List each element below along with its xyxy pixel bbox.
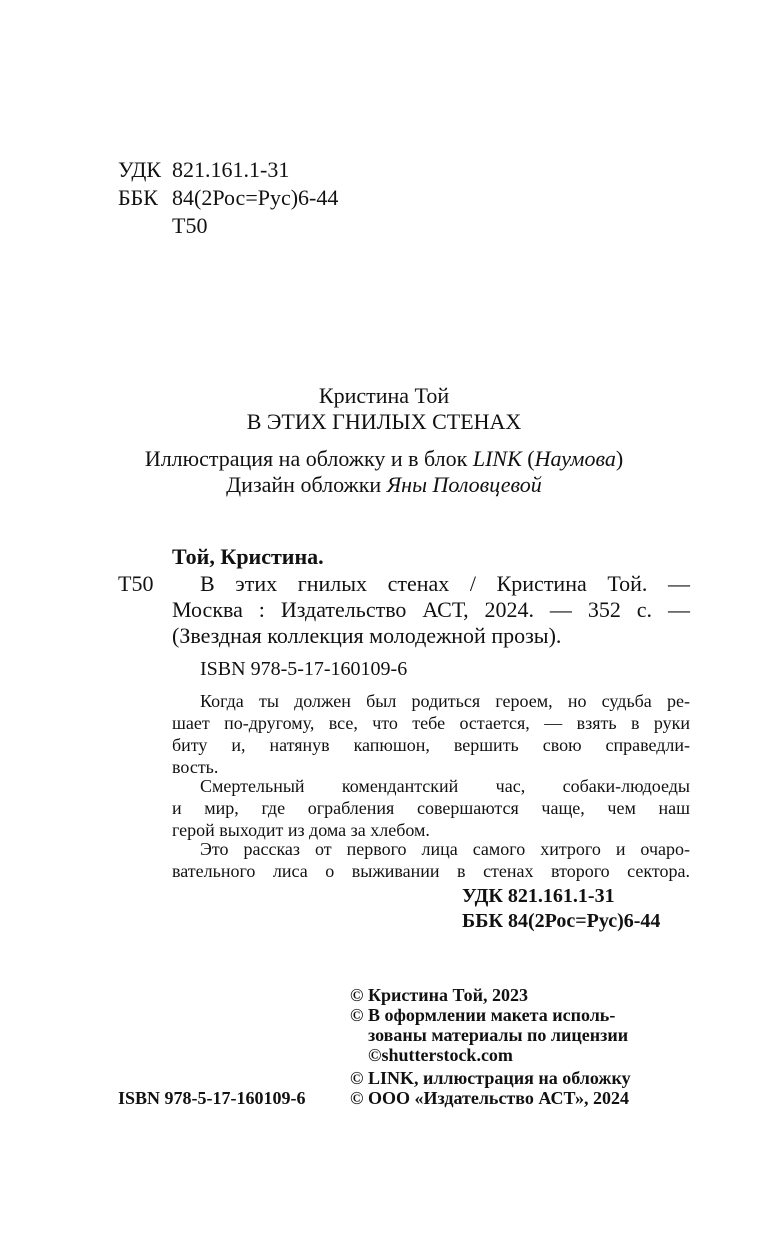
book-title: В ЭТИХ ГНИЛЫХ СТЕНАХ: [246, 409, 522, 434]
illustration-credit: [0, 446, 768, 472]
annotation-bbk: ББК 84(2Рос=Рус)6-44: [462, 910, 661, 932]
annotation-line: биту и, натянув капюшон, вершить свою справедли-: [172, 735, 690, 755]
udk-value: 821.161.1-31: [172, 157, 290, 182]
bbk-value: 84(2Рос=Рус)6-44: [172, 185, 339, 210]
bbk-line: [118, 185, 339, 211]
annotation-line: и мир, где ограбления совершаются чаще, чем наш: [172, 798, 690, 818]
annotation-line: вательного лиса о выживании в стенах второго сектора.: [172, 861, 690, 881]
bib-line-1: В этих гнилых стенах / Кристина Той. —: [200, 571, 690, 596]
bib-mark: Т50: [118, 571, 154, 596]
annotation-line: Это рассказ от первого лица самого хитрого и очаро-: [200, 839, 690, 859]
bib-heading: Той, Кристина.: [172, 544, 324, 569]
bib-isbn: ISBN 978-5-17-160109-6: [200, 658, 408, 680]
annotation-line: шает по-другому, все, что тебе остается, — взять в руки: [172, 713, 690, 733]
illustrator-name-open: (: [521, 446, 535, 471]
annotation-line: герой выходит из дома за хлебом.: [172, 820, 430, 840]
copyright-line: © LINK, иллюстрация на обложку: [350, 1068, 631, 1088]
illustrator-name: Наумова: [534, 446, 616, 471]
udk-label: УДК: [118, 157, 162, 182]
illustrator: LINK: [472, 446, 522, 471]
annotation-line: Смертельный комендантский час, собаки-людоеды: [200, 776, 690, 796]
copyright-line: © В оформлении макета исполь-: [350, 1005, 616, 1025]
design-credit: [0, 472, 768, 498]
bib-line-3: (Звездная коллекция молодежной прозы).: [172, 623, 562, 648]
bbk-label: ББК: [118, 185, 158, 210]
illustration-prefix: Иллюстрация на обложку и в блок: [144, 446, 468, 471]
copyright-line: ©shutterstock.com: [368, 1045, 513, 1065]
bib-line-2: Москва : Издательство АСТ, 2024. — 352 с. —: [172, 597, 690, 622]
annotation-line: Когда ты должен был родиться героем, но судьба ре-: [200, 691, 690, 711]
design-prefix: Дизайн обложки: [226, 472, 382, 497]
copyright-line: © ООО «Издательство АСТ», 2024: [350, 1088, 630, 1108]
copyright-line: © Кристина Той, 2023: [350, 985, 529, 1005]
copyright-line: зованы материалы по лицензии: [368, 1025, 629, 1045]
author-mark: Т50: [172, 213, 208, 238]
designer: Яны Половцевой: [386, 472, 542, 497]
annotation-udk: УДК 821.161.1-31: [462, 885, 615, 907]
annotation-line: вость.: [172, 757, 219, 777]
udk-line: [118, 157, 290, 183]
copyright-isbn: ISBN 978-5-17-160109-6: [118, 1088, 306, 1108]
illustrator-name-close: ): [615, 446, 624, 471]
author-name: Кристина Той: [318, 383, 450, 408]
